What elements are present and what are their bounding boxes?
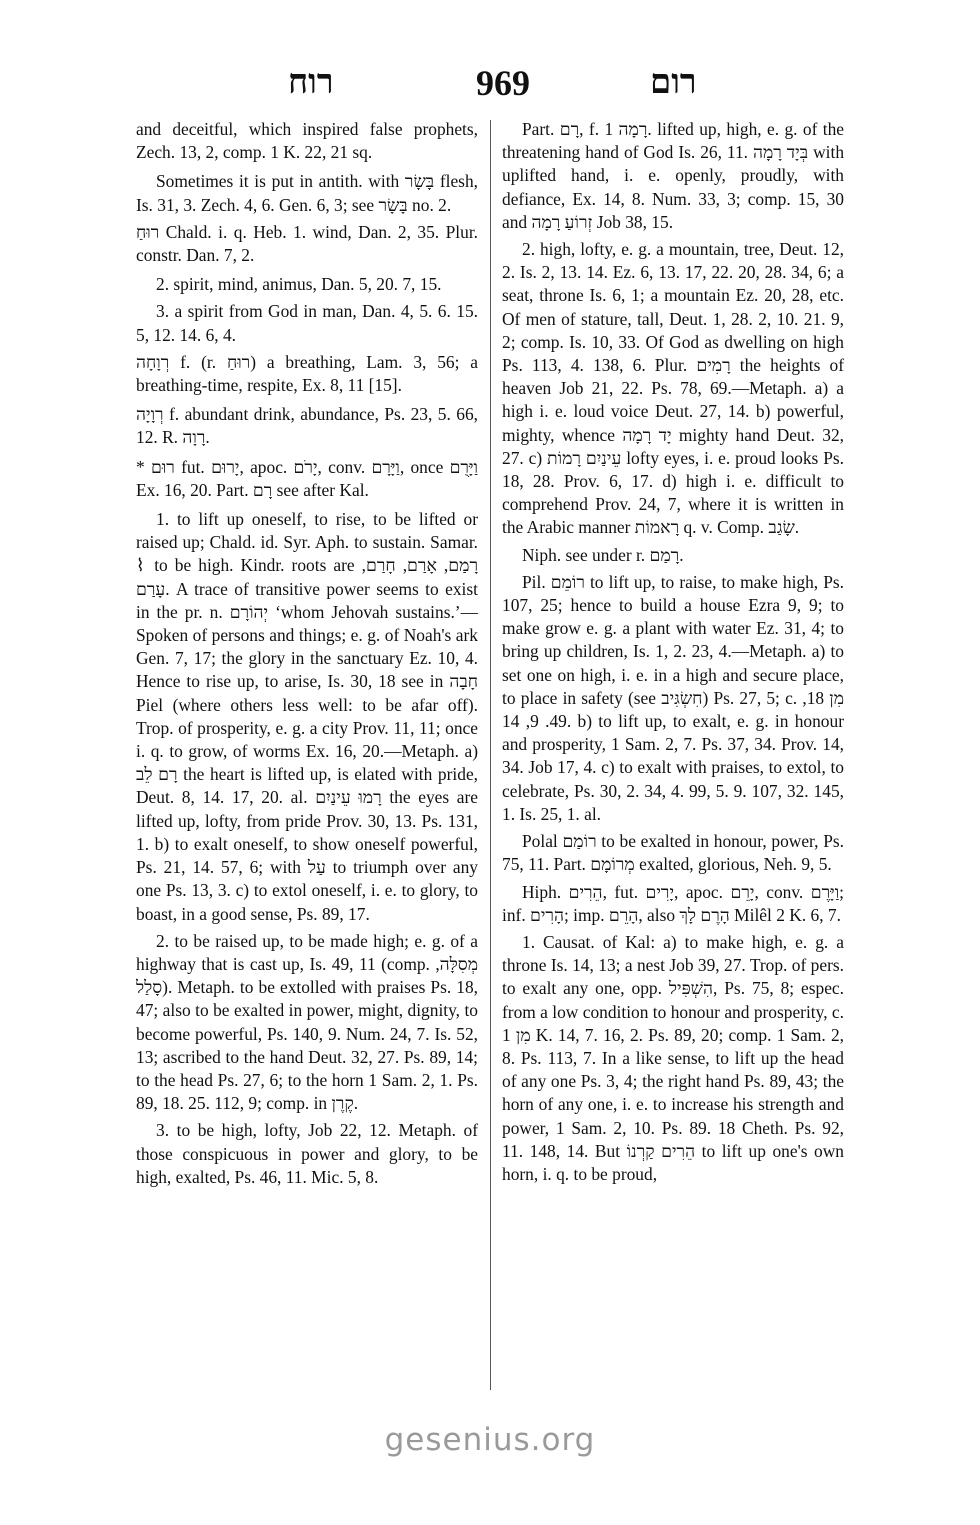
right-paragraph-4: Polal רוֹמַם to be exalted in honour, power, Ps. 75, 11. Part. מְרוֹמָם exalted, glorious, Neh. 9, 5. [502,831,844,875]
entry-revayah: רְוָיָה f. abundant drink, abundance, Ps. 23, 5. 66, 12. R. רָוָה. [136,404,478,448]
entry-rum: * רוּם fut. יָרוּם, apoc. יָרֹם, conv. וַיָּרָם, once וַיָּרֻם Ex. 16, 20. Part. רָם see after Kal. [136,456,478,500]
column-divider [490,120,491,1390]
left-paragraph-4: 3. a spirit from God in man, Dan. 4, 5. 6. 15. 5, 12. 14. 6, 4. [136,301,478,345]
right-paragraph-5: Hiph. הֵרִים, fut. יָרִים, apoc. יָרֵם, conv. וַיָּרֶם; inf. הָרִים; imp. הָרֵם, also הָרֶם לָךְ Milêl 2 K. 6, 7. [502,881,844,925]
right-paragraph-6: 1. Causat. of Kal: a) to make high, e. g. a throne Is. 14, 13; a nest Job 39, 27. Trop. of pers. to exalt any one, opp. הִשְׁפִּיל, Ps. 75, 8; espec. from a low condition to honour and prosperity, c. מִן 1 K. 14, 7. 16, 2. Ps. 89, 20; comp. 1 Sam. 2, 8. Ps. 113, 7. In a like sense, to lift up the head of any one Ps. 3, 4; the right hand Ps. 89, 43; the horn of any one, i. e. to increase his strength and power, 1 Sam. 2, 10. Ps. 89. 18 Cheth. Ps. 92, 11. 148, 14. But הֵרִים קַרְנוֹ to lift up one's own horn, i. q. to be proud, [502,931,845,1184]
right-paragraph-1: 2. high, lofty, e. g. a mountain, tree, Deut. 12, 2. Is. 2, 13. 14. Ez. 6, 13. 17, 22. 20, 28. 34, 6; a seat, throne Is. 6, 1; a mountain Ez. 20, 28, etc. Of men of stature, tall, Deut. 1, 28. 2, 10. 21. 9, 2; comp. Is. 10, 33. Of God as dwelling on high Ps. 113, 4. 138, 6. Plur. רָמִים the heights of heaven Job 21, 22. Ps. 78, 69.—Metaph. a) a high i. e. loud voice Deut. 27, 14. b) powerful, mighty, whence יָד רָמָה mighty hand Deut. 32, 27. c) עֵינַיִם רָמוֹת lofty eyes, i. e. proud looks Ps. 18, 28. Prov. 6, 17. d) high i. e. difficult to comprehend Prov. 24, 7, where it is written in the Arabic manner רָאמוֹת q. v. Comp. שָׂגַב. [502,239,845,538]
page-header [140,62,852,108]
right-paragraph-3: Pil. רוֹמֵם to lift up, to raise, to make high, Ps. 107, 25; hence to build a house Ezra 9, 9; to make grow e. g. a plant with water Ez. 31, 4; to bring up children, Is. 1, 2. 23, 4.—Metaph. a) to set one on high, i. e. in a high and secure place, to place in safety (see חִשְׂגִּיב) Ps. 27, 5; c. מִן 18, 49. 9, 14. b) to lift up, to exalt, e. g. in honour and prosperity, 1 Sam. 2, 7. Ps. 37, 34. Prov. 14, 34. Job 17, 4. c) to exalt with praises, to extol, to celebrate, Ps. 30, 2. 34, 4. 99, 5. 9. 107, 32. 145, 1. Is. 25, 1. al. [502,571,845,824]
right-paragraph-2: Niph. see under r. רָמַם. [522,544,684,565]
entry-revachah: רְוָחָה f. (r. רוּחַ) a breathing, Lam. 3, 56; a breathing-time, respite, Ex. 8, 11 [15]. [136,351,478,396]
right-running-headword: רום [650,64,697,101]
entry-ruach-chald: רוּחַ Chald. i. q. Heb. 1. wind, Dan. 2, 35. Plur. constr. Dan. 7, 2. [136,221,478,266]
left-paragraph-1: Sometimes it is put in antith. with בָּשָׂר flesh, Is. 31, 3. Zech. 4, 6. Gen. 6, 3; see בָּשָׂר no. 2. [136,171,478,215]
left-paragraph-0: and deceitful, which inspired false prophets, Zech. 13, 2, comp. 1 K. 22, 21 sq. [136,119,478,163]
left-paragraph-3: 2. spirit, mind, animus, Dan. 5, 20. 7, 15. [156,274,442,295]
left-running-headword: רוח [288,64,334,101]
left-column [136,118,478,1193]
page-number: 969 [476,63,530,103]
left-paragraph-10: 3. to be high, lofty, Job 22, 12. Metaph. of those conspicuous in power and glory, to be high, exalted, Ps. 46, 11. Mic. 5, 8. [136,1120,478,1187]
left-paragraph-8: 1. to lift up oneself, to rise, to be lifted or raised up; Chald. id. Syr. Aph. to sustain. Samar. ⌇ to be high. Kindr. roots are רָמַם, אָרַם, חָרַם, עָרַם. A trace of transitive power seems to exist in the pr. n. יְהוֹרָם ‘whom Jehovah sustains.’—Spoken of persons and things; e. g. of Noah's ark Gen. 7, 17; the glory in the sanctuary Ez. 10, 4. Hence to rise up, to arise, Is. 30, 18 see in חָבָה Piel (where others less well: to be afar off). Trop. of prosperity, e. g. a city Prov. 11, 11; once i. q. to grow, of worms Ex. 16, 20.—Metaph. a) רָם לֵב the heart is lifted up, is elated with pride, Deut. 8, 14. 17, 20. al. רָמוּ עֵינַיִם the eyes are lifted up, lofty, from pride Prov. 30, 13. Ps. 131, 1. b) to exalt oneself, to show oneself powerful, Ps. 21, 14. 57, 6; with עַל to triumph over any one Ps. 13, 3. c) to extol oneself, i. e. to glory, to boast, in a good sense, Ps. 89, 17. [136,509,479,924]
right-paragraph-0: Part. רָם, f. רָמָה 1. lifted up, high, e. g. of the threatening hand of God Is. 26, 11. בְּיָד רָמָה with uplifted hand, i. e. openly, proudly, with defiance, Ex. 14, 8. Num. 33, 3; comp. 15, 30 and זְרוֹעַ רָמָה Job 38, 15. [502,119,845,232]
left-paragraph-9: 2. to be raised up, to be made high; e. g. of a highway that is cast up, Is. 49, 11 (comp. מְסִלָּה, סָלַל). Metaph. to be extolled with praises Ps. 18, 47; also to be exalted in power, might, dignity, to become powerful, Ps. 140, 9. Num. 24, 7. Is. 52, 13; ascribed to the hand Deut. 32, 27. Ps. 89, 14; to the head Ps. 27, 6; to the horn 1 Sam. 2, 1. Ps. 89, 18. 25. 112, 9; comp. in קֶרֶן. [136,930,478,1114]
watermark-footer: gesenius.org [384,1422,596,1458]
right-column [502,118,844,1190]
